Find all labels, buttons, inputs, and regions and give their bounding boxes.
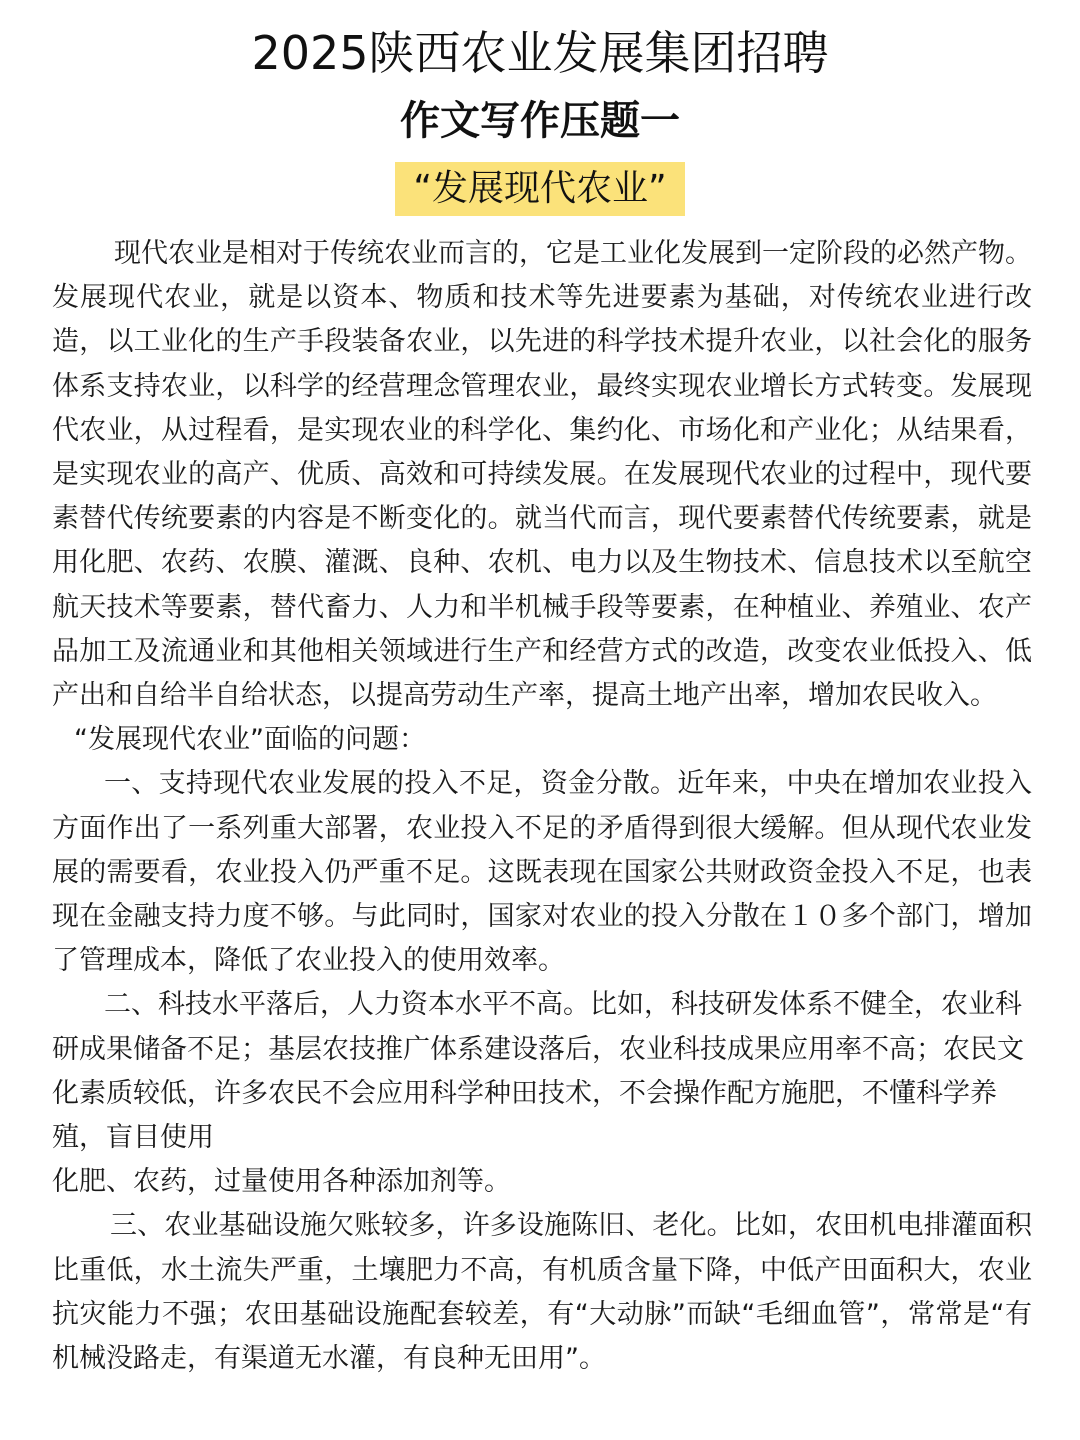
topic-highlight: “发展现代农业” bbox=[395, 162, 684, 216]
page-title: 2025陕西农业发展集团招聘 bbox=[251, 26, 829, 80]
intro-paragraph: 现代农业是相对于传统农业而言的，它是工业化发展到一定阶段的必然产物。发展现代农业，就是以资本、物质和技术等先进要素为基础，对传统农业进行改造，以工业化的生产手段装备农业，以先进的科学技术提升农业，以社会化的服务体系支持农业，以科学的经营理念管理农业，最终实现农业增长方式转变。发展现代农业，从过程看，是实现农业的科学化、集约化、市场化和产业化；从结果看，是实现农业的高产、优质、高效和可持续发展。在发展现代农业的过程中，现代要素替代传统要素的内容是不断变化的。就当代而言，现代要素替代传统要素，就是用化肥、农药、农膜、灌溉、良种、农机、电力以及生物技术、信息技术以至航空航天技术等要素，替代畜力、人力和半机械手段等要素，在种植业、养殖业、农产品加工及流通业和其他相关领域进行生产和经营方式的改造，改变农业低投入、低产出和自给半自给状态，以提高劳动生产率，提高土地产出率，增加农民收入。 bbox=[52, 238, 1032, 712]
topic-banner bbox=[0, 162, 1080, 216]
problem-item-2: 二、科技水平落后，人力资本水平不高。比如，科技研发体系不健全，农业科研成果储备不足；基层农技推广体系建设落后，农业科技成果应用率不高；农民文化素质较低，许多农民不会应用科学种田技术，不会操作配方施肥，不懂科学养殖，盲目使用 bbox=[52, 989, 1024, 1154]
problems-heading: “发展现代农业”面临的问题： bbox=[74, 724, 426, 756]
problem-item-1: 一、支持现代农业发展的投入不足，资金分散。近年来，中央在增加农业投入方面作出了一系列重大部署，农业投入不足的矛盾得到很大缓解。但从现代农业发展的需要看，农业投入仍严重不足。这既表现在国家公共财政资金投入不足，也表现在金融支持力度不够。与此同时，国家对农业的投入分散在１０多个部门，增加了管理成本，降低了农业投入的使用效率。 bbox=[52, 768, 1032, 977]
problem-item-3: 三、农业基础设施欠账较多，许多设施陈旧、老化。比如，农田机电排灌面积比重低，水土流失严重，土壤肥力不高，有机质含量下降，中低产田面积大，农业抗灾能力不强；农田基础设施配套较差，有“大动脉”而缺“毛细血管”，常常是“有机械没路走，有渠道无水灌，有良种无田用”。 bbox=[52, 1210, 1032, 1375]
problem-item-2-continued: 化肥、农药，过量使用各种添加剂等。 bbox=[52, 1166, 511, 1198]
page-subtitle: 作文写作压题一 bbox=[400, 98, 680, 144]
article-body bbox=[52, 232, 1032, 1381]
